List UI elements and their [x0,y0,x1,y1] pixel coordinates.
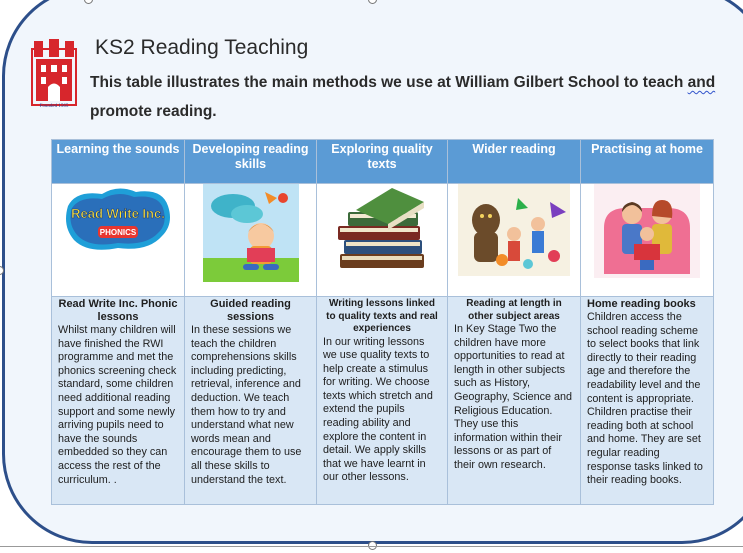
column-heading: Exploring quality texts [317,140,448,184]
intro-underlined-word: and [687,74,716,91]
phonics-logo-subtext: PHONICS [99,228,137,237]
method-cell [52,297,185,505]
castle-crest-icon [28,36,80,112]
cell-body: In Key Stage Two the children have more opportunities to read at length in other subjects such as History, Geography, Science and Religious Education. They use this information within their lessons or as part of their own research. [454,323,573,471]
family-reading-illustration [594,184,700,278]
method-cell [448,297,581,505]
phonics-logo-text: Read Write Inc. [71,206,165,221]
image-cell [448,184,581,297]
cell-body: In these sessions we teach the children comprehensions skills including predicting, retrieval, inference and deduction. We teach them how to try and understand what new words mean and encourage them to use all these skills to understand the text. [191,324,302,486]
crest-founded-caption: Founded 1565 [39,104,69,109]
method-cell [185,297,317,505]
intro-tail: promote reading. [90,103,217,120]
column-heading: Wider reading [448,140,581,184]
book-stack-illustration [332,184,432,276]
table-text-row [52,297,714,505]
column-heading: Learning the sounds [52,140,185,184]
page-bottom-line [0,546,743,547]
method-cell [581,297,714,505]
table-image-row [52,184,714,297]
story-characters-illustration [458,184,570,276]
cell-body: Whilst many children will have finished the RWI programme and met the phonics screening check standard, some children need additional reading support and some newly arriving pupils need to have the sounds embedded so they can access the rest of the curriculum. . [58,324,177,486]
image-cell [581,184,714,297]
page-title: KS2 Reading Teaching [95,36,309,59]
cell-subtitle: Guided reading sessions [210,298,291,323]
cell-subtitle: Writing lessons linked to quality texts and real experiences [326,298,438,334]
cell-subtitle: Home reading books [587,298,696,310]
column-heading: Developing reading skills [185,140,317,184]
cell-body: In our writing lessons we use quality texts to help create a stimulus for writing. We choose texts which stretch and extend the pupils reading ability and explore the content in detail. We apply skills that we have learnt in our other lessons. [323,335,433,484]
cell-subtitle: Read Write Inc. Phonic lessons [58,298,178,323]
cell-subtitle: Reading at length in other subject areas [466,298,562,322]
reading-methods-table [51,139,714,505]
read-write-inc-logo [62,184,174,254]
image-cell [185,184,317,297]
table-header-row [52,140,714,184]
image-cell [52,184,185,297]
image-cell [317,184,448,297]
intro-lead: This table illustrates the main methods we use at William Gilbert School to teach [90,74,684,91]
cell-body: Children access the school reading scheme to select books that link directly to their reading age and therefore the readability level and the content is appropriate. Children practise their reading both at school and home. They are set regular reading response tasks linked to their reading books. [587,311,703,487]
method-cell [317,297,448,505]
child-reading-illustration [203,184,299,282]
column-heading: Practising at home [581,140,714,184]
intro-text [90,68,730,126]
